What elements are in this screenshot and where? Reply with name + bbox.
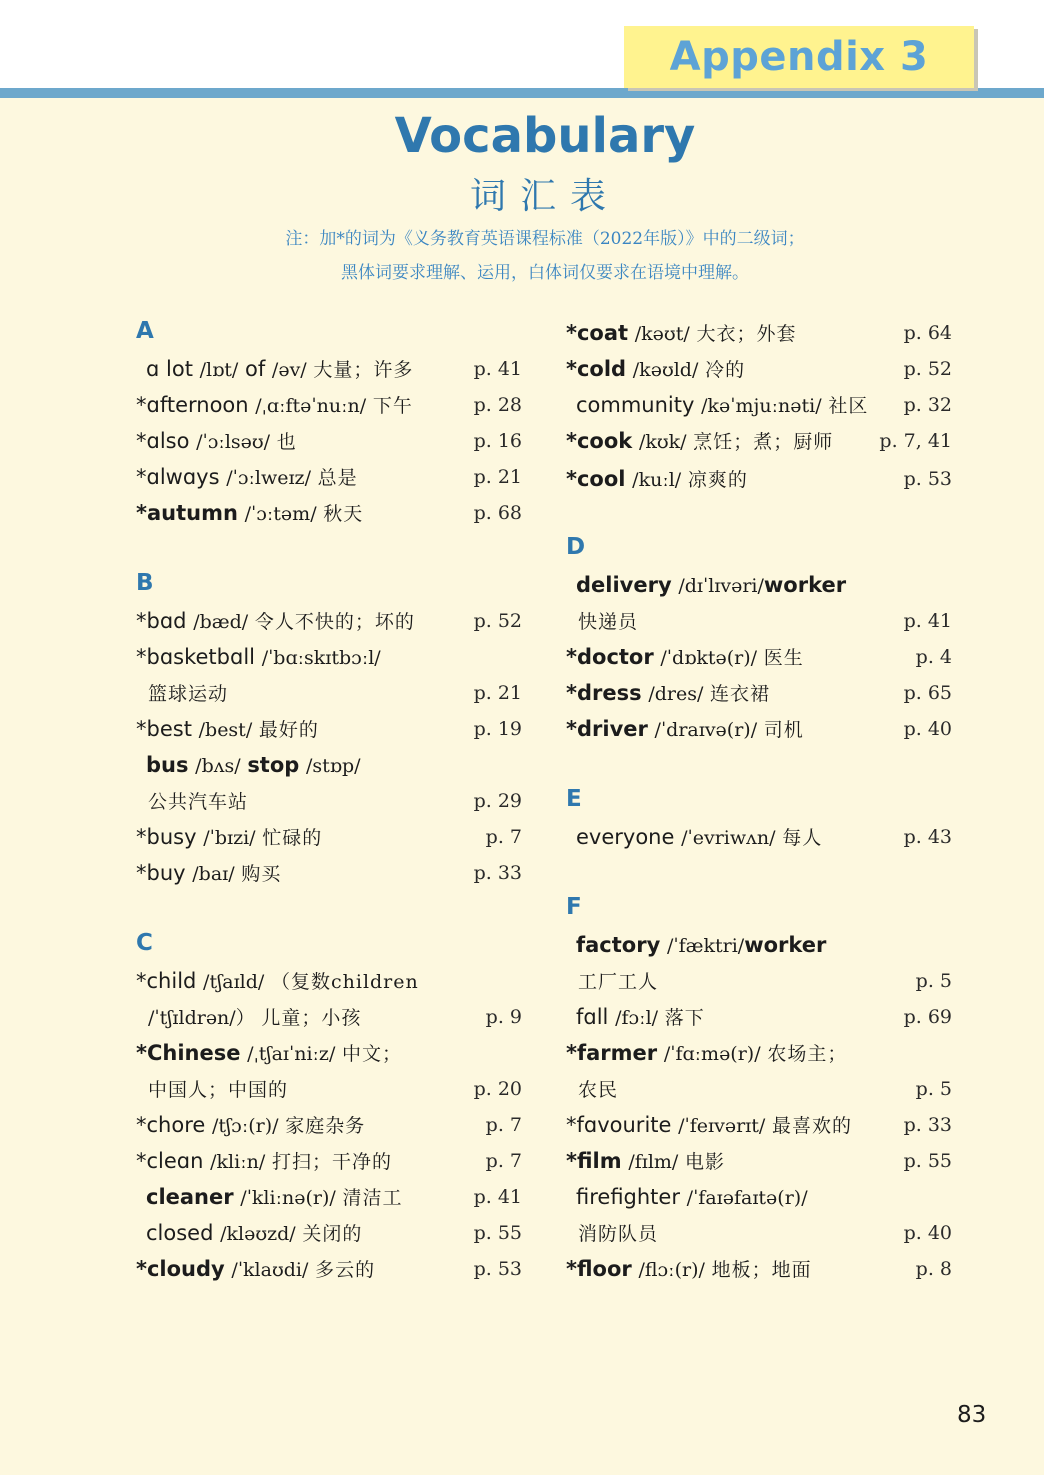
headword: factory (576, 933, 661, 957)
pronunciation: /ˌɑːftəˈnuːn/ (255, 395, 367, 417)
vocab-entry (136, 640, 526, 674)
vocab-entry (566, 568, 956, 602)
headword: closed (146, 1221, 214, 1245)
vocab-entry (566, 1108, 956, 1142)
headword: *ɑfternoon (136, 393, 249, 417)
headword-2: of (244, 357, 266, 381)
pronunciation: /ˈklaʊdi/ (231, 1259, 309, 1281)
page-ref: p. 9 (485, 1006, 522, 1028)
meaning: 也 (276, 431, 297, 453)
meaning: 多云的 (315, 1259, 376, 1281)
headword: fɑll (576, 1005, 609, 1029)
meaning: 清洁工 (342, 1187, 403, 1209)
vocab-entry-continued (136, 676, 526, 710)
headword: bus (146, 753, 189, 777)
headword: *film (566, 1149, 622, 1173)
headword: *ɑlwɑys (136, 465, 220, 489)
vocab-entry-continued (566, 964, 956, 998)
vocab-entry (566, 1036, 956, 1070)
page-ref: p. 52 (473, 610, 522, 632)
headword: *cleɑn (136, 1149, 204, 1173)
pronunciation: /kliːn/ (210, 1151, 266, 1173)
header-rule (0, 88, 1044, 98)
section-letter-d: D (566, 534, 586, 560)
headword: *ɑlso (136, 429, 190, 453)
page-ref: p. 53 (473, 1258, 522, 1280)
meaning: 公共汽车站 (148, 791, 249, 813)
meaning: 地板；地面 (711, 1259, 812, 1281)
section-letter-c: C (136, 930, 153, 956)
vocab-entry (136, 352, 526, 386)
page-ref: p. 69 (903, 1006, 952, 1028)
page-ref: p. 7 (485, 1150, 522, 1172)
pronunciation: /flɔː(r)/ (638, 1259, 705, 1281)
vocab-entry (566, 928, 956, 962)
vocab-entry (136, 604, 526, 638)
vocab-entry (566, 820, 956, 854)
vocab-entry-continued (136, 1072, 526, 1106)
page-ref: p. 53 (903, 468, 952, 490)
vocab-entry (136, 460, 526, 494)
vocab-entry (566, 676, 956, 710)
pronunciation: /tʃɔː(r)/ (211, 1115, 279, 1137)
pronunciation-2: /əv/ (271, 359, 307, 381)
meaning: 最喜欢的 (771, 1115, 852, 1137)
pronunciation: /lɒt/ (199, 359, 239, 381)
meaning: 打扫；干净的 (271, 1151, 392, 1173)
meaning: 医生 (763, 647, 804, 669)
vocab-entry (136, 856, 526, 890)
meaning: 落下 (664, 1007, 705, 1029)
section-letter-b: B (136, 570, 154, 596)
headword: cleaner (146, 1185, 234, 1209)
meaning: 电影 (685, 1151, 726, 1173)
meaning: 忙碌的 (262, 827, 323, 849)
appendix-tab (624, 26, 974, 88)
headword: *coat (566, 321, 629, 345)
page-ref: p. 41 (903, 610, 952, 632)
pronunciation: /fɪlm/ (628, 1151, 679, 1173)
vocab-entry-continued (136, 1000, 526, 1034)
headword: *dress (566, 681, 642, 705)
page-number: 83 (957, 1402, 987, 1428)
pronunciation: /tʃaɪld/ (203, 971, 265, 993)
pronunciation: /ˈɔːtəm/ (244, 503, 317, 525)
pronunciation: /ˈɔːlweɪz/ (226, 467, 311, 489)
meaning: 家庭杂务 (285, 1115, 366, 1137)
headword: *cool (566, 467, 626, 491)
meaning: 大衣；外套 (696, 323, 797, 345)
vocab-entry-continued (566, 1072, 956, 1106)
section-letter-f: F (566, 894, 582, 920)
meaning: 连衣裙 (710, 683, 771, 705)
page-ref: p. 41 (473, 1186, 522, 1208)
headword: *cook (566, 429, 633, 453)
page-title: Vocabulary (394, 108, 696, 164)
vocab-entry (136, 820, 526, 854)
vocab-entry (136, 388, 526, 422)
page-ref: p. 43 (903, 826, 952, 848)
meaning: 购买 (241, 863, 282, 885)
page-subtitle: 词汇表 (469, 176, 620, 217)
page-ref: p. 21 (473, 466, 522, 488)
headword: *buy (136, 861, 186, 885)
meaning: 总是 (317, 467, 358, 489)
page-ref: p. 29 (473, 790, 522, 812)
meaning: 冷的 (705, 359, 746, 381)
pronunciation: /bʌs/ (195, 755, 241, 777)
headword: everyone (576, 825, 675, 849)
pronunciation: /fɔːl/ (615, 1007, 659, 1029)
page-ref: p. 64 (903, 322, 952, 344)
pronunciation: /baɪ/ (192, 863, 235, 885)
pronunciation: /ˈfɑːmə(r)/ (663, 1043, 761, 1065)
vocab-entry (566, 1144, 956, 1178)
headword: *Chinese (136, 1041, 241, 1065)
pronunciation: /ˈkliːnə(r)/ (240, 1187, 336, 1209)
vocab-entry-continued (566, 1216, 956, 1250)
page-ref: p. 65 (903, 682, 952, 704)
page-ref: p. 40 (903, 1222, 952, 1244)
pronunciation: /kləʊzd/ (220, 1223, 296, 1245)
pronunciation: /ˈdɒktə(r)/ (660, 647, 758, 669)
page-ref: p. 19 (473, 718, 522, 740)
headword: ɑ lot (146, 357, 193, 381)
page-ref: p. 41 (473, 358, 522, 380)
pronunciation: /bæd/ (193, 611, 249, 633)
vocab-entry (136, 1144, 526, 1178)
vocab-entry (566, 352, 956, 386)
headword-2: worker (744, 933, 827, 957)
page-ref: p. 55 (903, 1150, 952, 1172)
headword: *fɑvourite (566, 1113, 672, 1137)
page-ref: p. 4 (915, 646, 952, 668)
meaning: 篮球运动 (148, 683, 229, 705)
headword: *chore (136, 1113, 206, 1137)
page-ref: p. 21 (473, 682, 522, 704)
meaning: 中国人；中国的 (148, 1079, 289, 1101)
headword: *autumn (136, 501, 238, 525)
vocab-entry (566, 1180, 956, 1214)
vocab-entry (566, 640, 956, 674)
pronunciation: /ˈfeɪvərɪt/ (678, 1115, 766, 1137)
meaning: 令人不快的；坏的 (254, 611, 415, 633)
page-ref: p. 7 (485, 826, 522, 848)
pronunciation: /ˈɔːlsəʊ/ (196, 431, 271, 453)
vocab-entry (136, 1216, 526, 1250)
pronunciation: /kəˈmjuːnəti/ (701, 395, 822, 417)
meaning: 关闭的 (302, 1223, 363, 1245)
pronunciation: /kəʊt/ (634, 323, 690, 345)
headword: *busy (136, 825, 197, 849)
page-ref: p. 7 (485, 1114, 522, 1136)
page-ref: p. 40 (903, 718, 952, 740)
headword: *driver (566, 717, 648, 741)
headword: firefighter (576, 1185, 680, 1209)
pronunciation-2: /stɒp/ (306, 755, 361, 777)
headword: delivery (576, 573, 672, 597)
headword: *bɑsketbɑll (136, 645, 255, 669)
meaning: 中文； (342, 1043, 403, 1065)
meaning: 工厂工人 (578, 971, 659, 993)
meaning: 下午 (372, 395, 413, 417)
vocab-entry (566, 1000, 956, 1034)
meaning: （复数children (270, 971, 419, 993)
vocab-entry (566, 424, 956, 458)
pronunciation: /kəʊld/ (632, 359, 699, 381)
pronunciation: /dres/ (648, 683, 704, 705)
pronunciation: /ˈfæktri/ (666, 935, 745, 957)
pronunciation: /dɪˈlɪvəri/ (678, 575, 764, 597)
vocab-entry (566, 712, 956, 746)
note-line-1: 注：加*的词为《义务教育英语课程标准（2022年版）》中的二级词； (285, 229, 805, 249)
page-ref: p. 8 (915, 1258, 952, 1280)
headword: *cold (566, 357, 627, 381)
pronunciation: /ˈbɪzi/ (203, 827, 256, 849)
vocab-entry (566, 462, 956, 496)
pronunciation: /kuːl/ (632, 469, 682, 491)
page-ref: p. 5 (915, 1078, 952, 1100)
page-ref: p. 20 (473, 1078, 522, 1100)
vocab-entry (136, 964, 526, 998)
page-ref: p. 33 (473, 862, 522, 884)
headword: *child (136, 969, 197, 993)
meaning: 农场主； (767, 1043, 848, 1065)
meaning: 秋天 (323, 503, 364, 525)
pronunciation: /ˈdraɪvə(r)/ (654, 719, 758, 741)
headword: *doctor (566, 645, 654, 669)
vocab-entry (566, 388, 956, 422)
headword: *farmer (566, 1041, 658, 1065)
vocab-entry (136, 496, 526, 530)
headword: *best (136, 717, 192, 741)
meaning: 消防队员 (578, 1223, 659, 1245)
page-ref: p. 52 (903, 358, 952, 380)
page-ref: p. 33 (903, 1114, 952, 1136)
pronunciation: /kʊk/ (638, 431, 687, 453)
vocab-entry (136, 1252, 526, 1286)
appendix-label: Appendix 3 (669, 34, 929, 80)
pronunciation: /ˈtʃɪldrən/） (148, 1007, 255, 1029)
page-ref: p. 7, 41 (879, 430, 952, 452)
page-ref: p. 32 (903, 394, 952, 416)
meaning: 司机 (763, 719, 804, 741)
pronunciation: /ˈevriwʌn/ (681, 827, 776, 849)
pronunciation: /best/ (198, 719, 253, 741)
meaning: 凉爽的 (687, 469, 748, 491)
page-ref: p. 28 (473, 394, 522, 416)
vocab-entry-continued (566, 604, 956, 638)
meaning: 每人 (782, 827, 823, 849)
vocab-entry (566, 316, 956, 350)
headword: *floor (566, 1257, 632, 1281)
meaning: 大量；许多 (313, 359, 414, 381)
headword: *bɑd (136, 609, 187, 633)
page-ref: p. 5 (915, 970, 952, 992)
vocab-entry (136, 1036, 526, 1070)
page-ref: p. 16 (473, 430, 522, 452)
headword: *cloudy (136, 1257, 225, 1281)
vocab-entry (566, 1252, 956, 1286)
vocab-entry (136, 748, 526, 782)
meaning: 快递员 (578, 611, 639, 633)
headword-2: worker (763, 573, 847, 597)
page-ref: p. 68 (473, 502, 522, 524)
page-ref: p. 55 (473, 1222, 522, 1244)
vocab-entry-continued (136, 784, 526, 818)
note-line-2: 黑体词要求理解、运用，白体词仅要求在语境中理解。 (341, 263, 749, 283)
meaning: 最好的 (258, 719, 319, 741)
pronunciation: /ˈfaɪəfaɪtə(r)/ (686, 1187, 808, 1209)
section-letter-a: A (136, 318, 154, 344)
pronunciation: /ˈbɑːskɪtbɔːl/ (261, 647, 381, 669)
meaning: 儿童；小孩 (261, 1007, 362, 1029)
vocab-entry (136, 1180, 526, 1214)
meaning: 社区 (828, 395, 869, 417)
section-letter-e: E (566, 786, 582, 812)
meaning: 烹饪；煮；厨师 (693, 431, 834, 453)
meaning: 农民 (578, 1079, 619, 1101)
vocab-entry (136, 1108, 526, 1142)
vocab-entry (136, 424, 526, 458)
pronunciation: /ˌtʃaɪˈniːz/ (247, 1043, 336, 1065)
vocab-entry (136, 712, 526, 746)
headword: community (576, 393, 695, 417)
headword-2: stop (247, 753, 300, 777)
